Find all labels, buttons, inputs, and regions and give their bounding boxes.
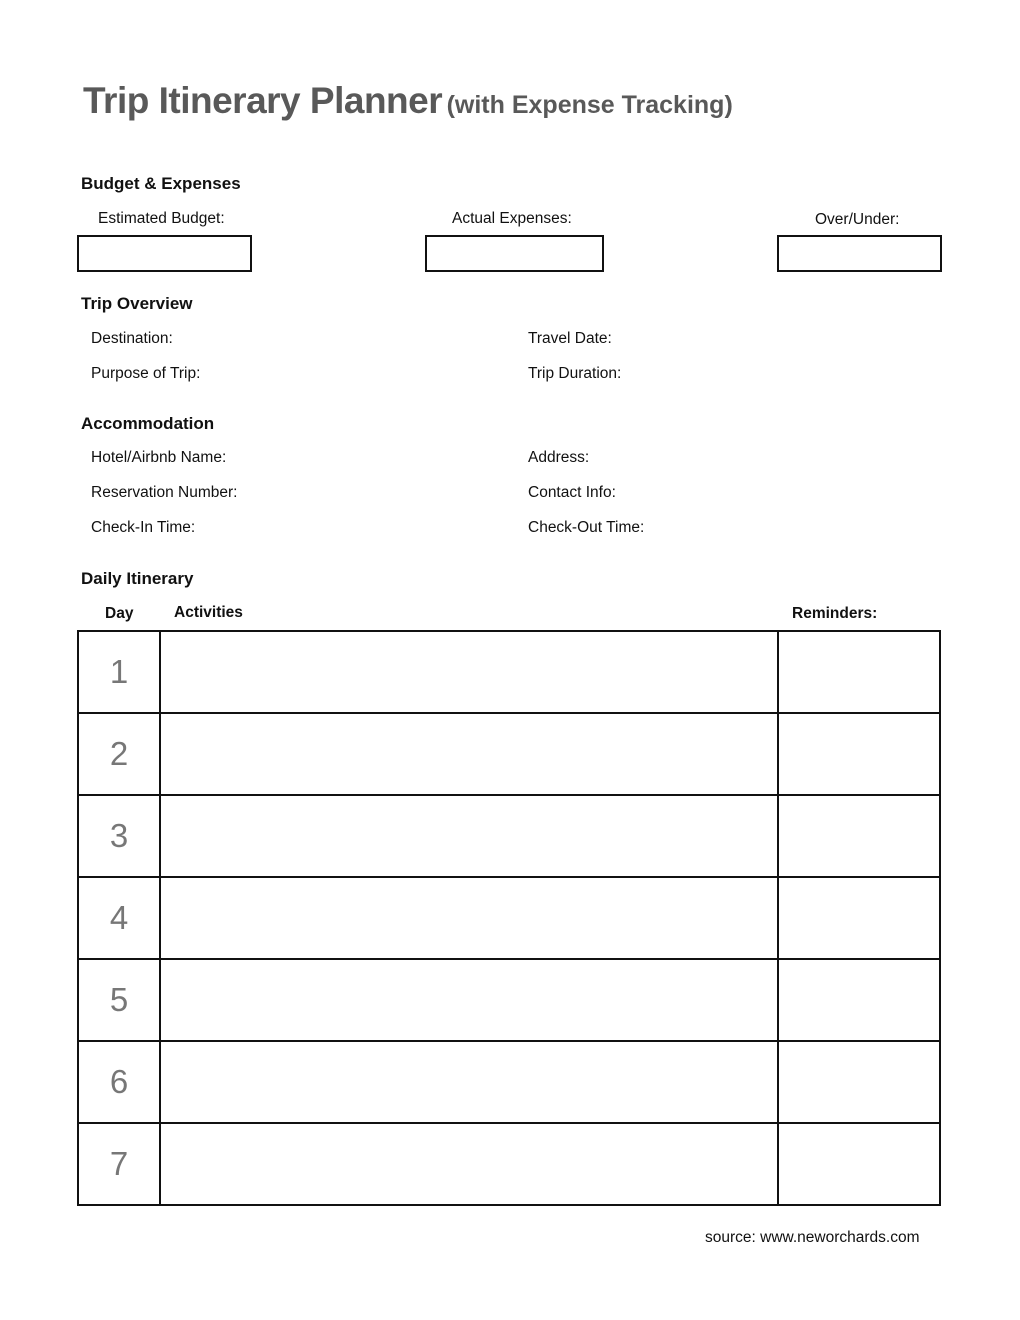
table-row xyxy=(78,877,940,959)
check-out-label: Check-Out Time: xyxy=(528,519,645,536)
reservation-number-label: Reservation Number: xyxy=(91,484,238,501)
address-label: Address: xyxy=(528,449,590,466)
day-number: 5 xyxy=(78,959,160,1041)
reminders-cell[interactable] xyxy=(778,1041,940,1123)
day-number: 3 xyxy=(78,795,160,877)
daily-itinerary-heading: Daily Itinerary xyxy=(81,569,194,588)
page-title xyxy=(83,80,733,122)
source-link[interactable]: source: www.neworchards.com xyxy=(705,1229,920,1246)
day-number: 2 xyxy=(78,713,160,795)
over-under-label: Over/Under: xyxy=(815,211,900,228)
activities-cell[interactable] xyxy=(160,713,778,795)
day-number: 7 xyxy=(78,1123,160,1205)
hotel-name-label: Hotel/Airbnb Name: xyxy=(91,449,227,466)
actual-expenses-label: Actual Expenses: xyxy=(452,210,572,227)
activities-column-header: Activities xyxy=(174,604,243,621)
reminders-cell[interactable] xyxy=(778,713,940,795)
activities-cell[interactable] xyxy=(160,959,778,1041)
day-number: 1 xyxy=(78,631,160,713)
over-under-field[interactable] xyxy=(777,235,942,272)
itinerary-table xyxy=(77,630,941,1206)
title-main: Trip Itinerary Planner xyxy=(83,80,443,121)
reminders-column-header: Reminders: xyxy=(792,605,878,622)
reminders-cell[interactable] xyxy=(778,959,940,1041)
destination-label: Destination: xyxy=(91,330,173,347)
accommodation-heading: Accommodation xyxy=(81,414,215,433)
purpose-label: Purpose of Trip: xyxy=(91,365,201,382)
day-number: 6 xyxy=(78,1041,160,1123)
activities-cell[interactable] xyxy=(160,1123,778,1205)
table-row xyxy=(78,795,940,877)
estimated-budget-label: Estimated Budget: xyxy=(98,210,225,227)
table-row xyxy=(78,1041,940,1123)
reminders-cell[interactable] xyxy=(778,631,940,713)
activities-cell[interactable] xyxy=(160,631,778,713)
reminders-cell[interactable] xyxy=(778,795,940,877)
day-column-header: Day xyxy=(105,605,134,622)
activities-cell[interactable] xyxy=(160,1041,778,1123)
trip-overview-heading: Trip Overview xyxy=(81,294,193,313)
title-subtitle: (with Expense Tracking) xyxy=(446,91,733,119)
table-row xyxy=(78,713,940,795)
budget-heading: Budget & Expenses xyxy=(81,174,241,193)
reminders-cell[interactable] xyxy=(778,877,940,959)
reminders-cell[interactable] xyxy=(778,1123,940,1205)
estimated-budget-field[interactable] xyxy=(77,235,252,272)
travel-date-label: Travel Date: xyxy=(528,330,612,347)
table-row xyxy=(78,1123,940,1205)
table-row xyxy=(78,959,940,1041)
day-number: 4 xyxy=(78,877,160,959)
trip-duration-label: Trip Duration: xyxy=(528,365,622,382)
contact-info-label: Contact Info: xyxy=(528,484,616,501)
activities-cell[interactable] xyxy=(160,877,778,959)
check-in-label: Check-In Time: xyxy=(91,519,196,536)
table-row xyxy=(78,631,940,713)
activities-cell[interactable] xyxy=(160,795,778,877)
actual-expenses-field[interactable] xyxy=(425,235,604,272)
